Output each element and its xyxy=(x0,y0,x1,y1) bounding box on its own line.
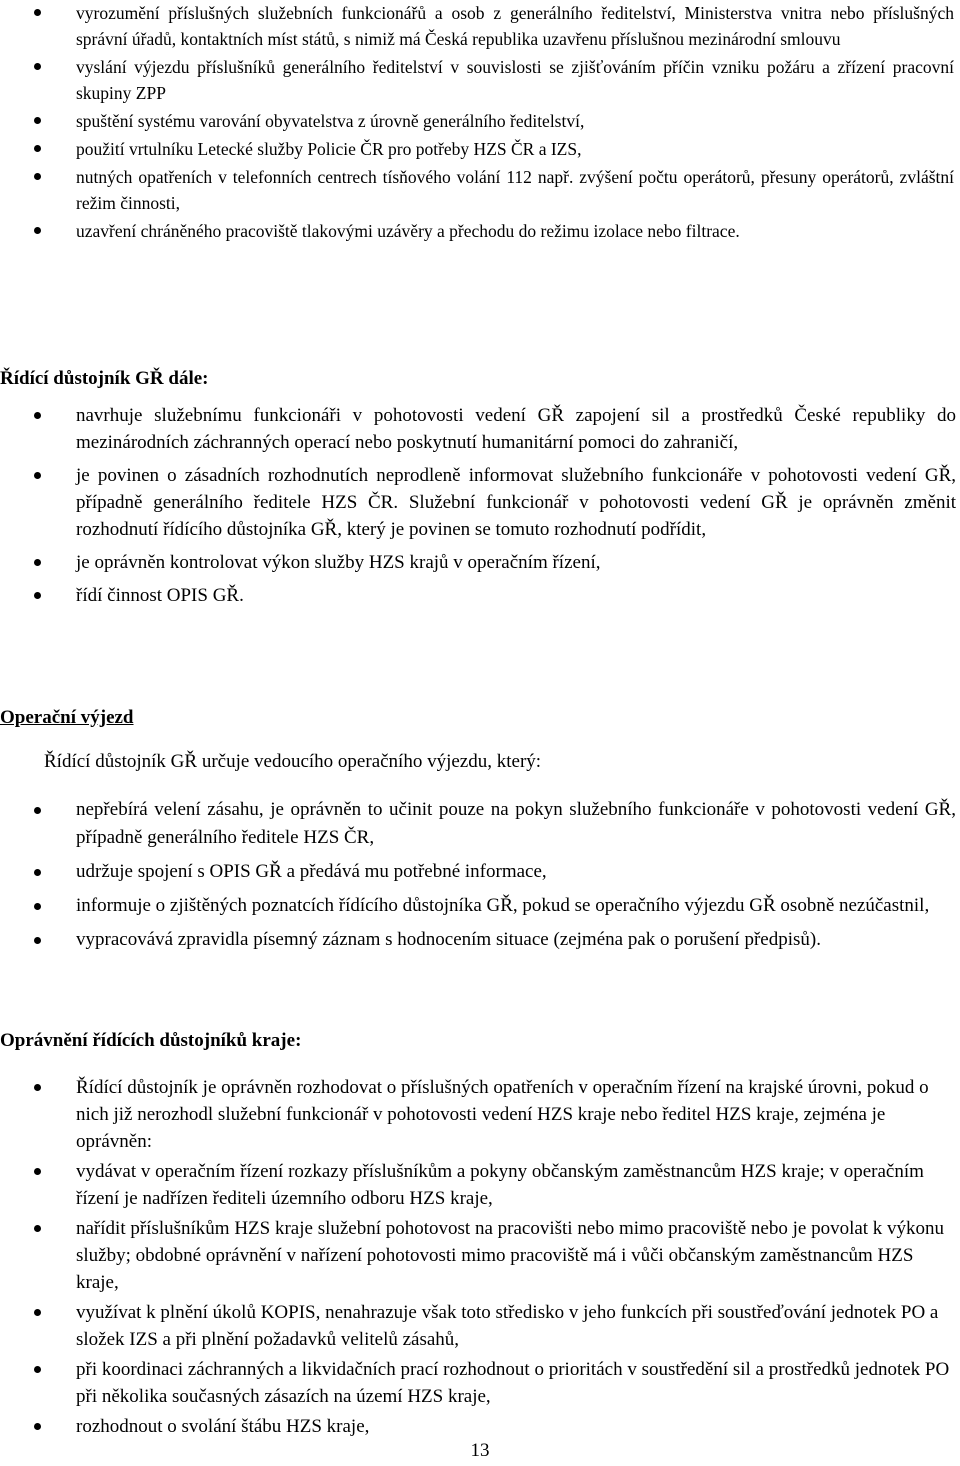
list-item-text: použití vrtulníku Letecké služby Policie ČR pro potřeby HZS ČR a IZS, xyxy=(76,139,582,159)
list-item xyxy=(0,926,960,954)
list-item-text: Řídící důstojník je oprávněn rozhodovat o příslušných opatřeních v operačním řízení na krajské úrovni, pokud o nich již nerozhodl služební funkcionář v pohotovosti vedení HZS kraje nebo ředitel HZS kraje, zejména je oprávněn: xyxy=(76,1077,929,1152)
list-item xyxy=(0,582,960,609)
list-item xyxy=(0,218,960,244)
section-opravneni-kraje xyxy=(0,1074,960,1443)
list-item-text: spuštění systému varování obyvatelstva z úrovně generálního ředitelství, xyxy=(76,111,585,131)
list-item xyxy=(0,54,960,106)
bullet-list xyxy=(0,796,960,954)
bullet-icon xyxy=(34,1309,41,1316)
list-item xyxy=(0,1158,960,1212)
list-item-text: při koordinaci záchranných a likvidačních prací rozhodnout o prioritách v soustředění sil a prostředků jednotek PO při několika současných zásazích na území HZS kraje, xyxy=(76,1359,950,1407)
list-item xyxy=(0,1215,960,1296)
bullet-list xyxy=(0,402,960,609)
list-item xyxy=(0,136,960,162)
bullet-icon xyxy=(34,1225,41,1232)
bullet-icon xyxy=(34,63,41,70)
list-item xyxy=(0,549,960,576)
list-item xyxy=(0,796,960,852)
section-heading-gr: Řídící důstojník GŘ dále: xyxy=(0,368,209,389)
bullet-icon xyxy=(34,937,41,944)
list-item xyxy=(0,858,960,886)
bullet-icon xyxy=(34,173,41,180)
list-item-text: vydávat v operačním řízení rozkazy příslušníkům a pokyny občanským zaměstnancům HZS kraje; v operačním řízení je nadřízen řediteli územního odboru HZS kraje, xyxy=(76,1161,924,1209)
list-item xyxy=(0,1299,960,1353)
list-item xyxy=(0,0,960,52)
section-intro-text: Řídící důstojník GŘ určuje vedoucího operačního výjezdu, který: xyxy=(44,751,542,772)
list-item-text: nepřebírá velení zásahu, je oprávněn to učinit pouze na pokyn služebního funkcionáře v pohotovosti vedení GŘ, případně generálního ředitele HZS ČR, xyxy=(76,799,956,848)
bullet-icon xyxy=(34,227,41,234)
list-item-text: navrhuje služebnímu funkcionáři v pohotovosti vedení GŘ zapojení sil a prostředků České republiky do mezinárodních záchranných operací nebo poskytnutí humanitární pomoci do zahraničí, xyxy=(76,405,956,453)
list-item-text: vyslání výjezdu příslušníků generálního ředitelství v souvislosti se zjišťováním příčin vzniku požáru a zřízení pracovní skupiny ZPP xyxy=(76,57,954,103)
bullet-icon xyxy=(34,869,41,876)
list-item-text: využívat k plnění úkolů KOPIS, nenahrazuje však toto středisko v jeho funkcích při soustřeďování jednotek PO a složek IZS a při plnění požadavků velitelů zásahů, xyxy=(76,1302,939,1350)
section-heading-kraje: Oprávnění řídících důstojníků kraje: xyxy=(0,1030,302,1051)
section-gr-duties xyxy=(0,402,960,615)
bullet-icon xyxy=(34,9,41,16)
list-item xyxy=(0,1356,960,1410)
list-item-text: informuje o zjištěných poznatcích řídícího důstojníka GŘ, pokud se operačního výjezdu GŘ osobně nezúčastnil, xyxy=(76,895,930,916)
bullet-icon xyxy=(34,559,41,566)
bullet-icon xyxy=(34,592,41,599)
list-item xyxy=(0,462,960,543)
list-item xyxy=(0,1074,960,1155)
bullet-icon xyxy=(34,412,41,419)
bullet-list xyxy=(0,0,960,244)
list-item xyxy=(0,1413,960,1440)
bullet-icon xyxy=(34,807,41,814)
bullet-icon xyxy=(34,472,41,479)
list-item-text: rozhodnout o svolání štábu HZS kraje, xyxy=(76,1416,370,1437)
list-item xyxy=(0,164,960,216)
list-item-text: udržuje spojení s OPIS GŘ a předává mu potřebné informace, xyxy=(76,861,547,882)
section-heading-operacni-vyjezd: Operační výjezd xyxy=(0,707,134,728)
page-number: 13 xyxy=(470,1440,490,1461)
section-continued-list xyxy=(0,0,960,246)
list-item xyxy=(0,892,960,920)
bullet-icon xyxy=(34,1168,41,1175)
list-item-text: je povinen o zásadních rozhodnutích neprodleně informovat služebního funkcionáře v pohotovosti vedení GŘ, případně generálního ředitele HZS ČR. Služební funkcionář v pohotovosti vedení GŘ je oprávněn změnit rozhodnutí řídícího důstojníka GŘ, který je povinen se tomuto rozhodnutí podřídit, xyxy=(76,465,956,540)
bullet-icon xyxy=(34,1366,41,1373)
bullet-icon xyxy=(34,1423,41,1430)
bullet-icon xyxy=(34,903,41,910)
section-operacni-vyjezd xyxy=(0,796,960,960)
bullet-icon xyxy=(34,1084,41,1091)
list-item-text: nutných opatřeních v telefonních centrech tísňového volání 112 např. zvýšení počtu operátorů, přesuny operátorů, zvláštní režim činnosti, xyxy=(76,167,954,213)
list-item-text: řídí činnost OPIS GŘ. xyxy=(76,585,244,606)
list-item-text: je oprávněn kontrolovat výkon služby HZS krajů v operačním řízení, xyxy=(76,552,601,573)
bullet-list xyxy=(0,1074,960,1440)
bullet-icon xyxy=(34,117,41,124)
list-item-text: vyrozumění příslušných služebních funkcionářů a osob z generálního ředitelství, Ministerstva vnitra nebo příslušných správní úřadů, kontaktních míst států, s nimiž má Česká republika uzavřenu příslušnou mezinárodní smlouvu xyxy=(76,3,954,49)
bullet-icon xyxy=(34,145,41,152)
list-item xyxy=(0,402,960,456)
list-item-text: uzavření chráněného pracoviště tlakovými uzávěry a přechodu do režimu izolace nebo filtrace. xyxy=(76,221,740,241)
list-item xyxy=(0,108,960,134)
list-item-text: vypracovává zpravidla písemný záznam s hodnocením situace (zejména pak o porušení předpisů). xyxy=(76,929,821,950)
list-item-text: nařídit příslušníkům HZS kraje služební pohotovost na pracovišti nebo mimo pracoviště nebo je povolat k výkonu služby; obdobné oprávnění v nařízení pohotovosti mimo pracoviště má i vůči občanským zaměstnancům HZS kraje, xyxy=(76,1218,945,1293)
